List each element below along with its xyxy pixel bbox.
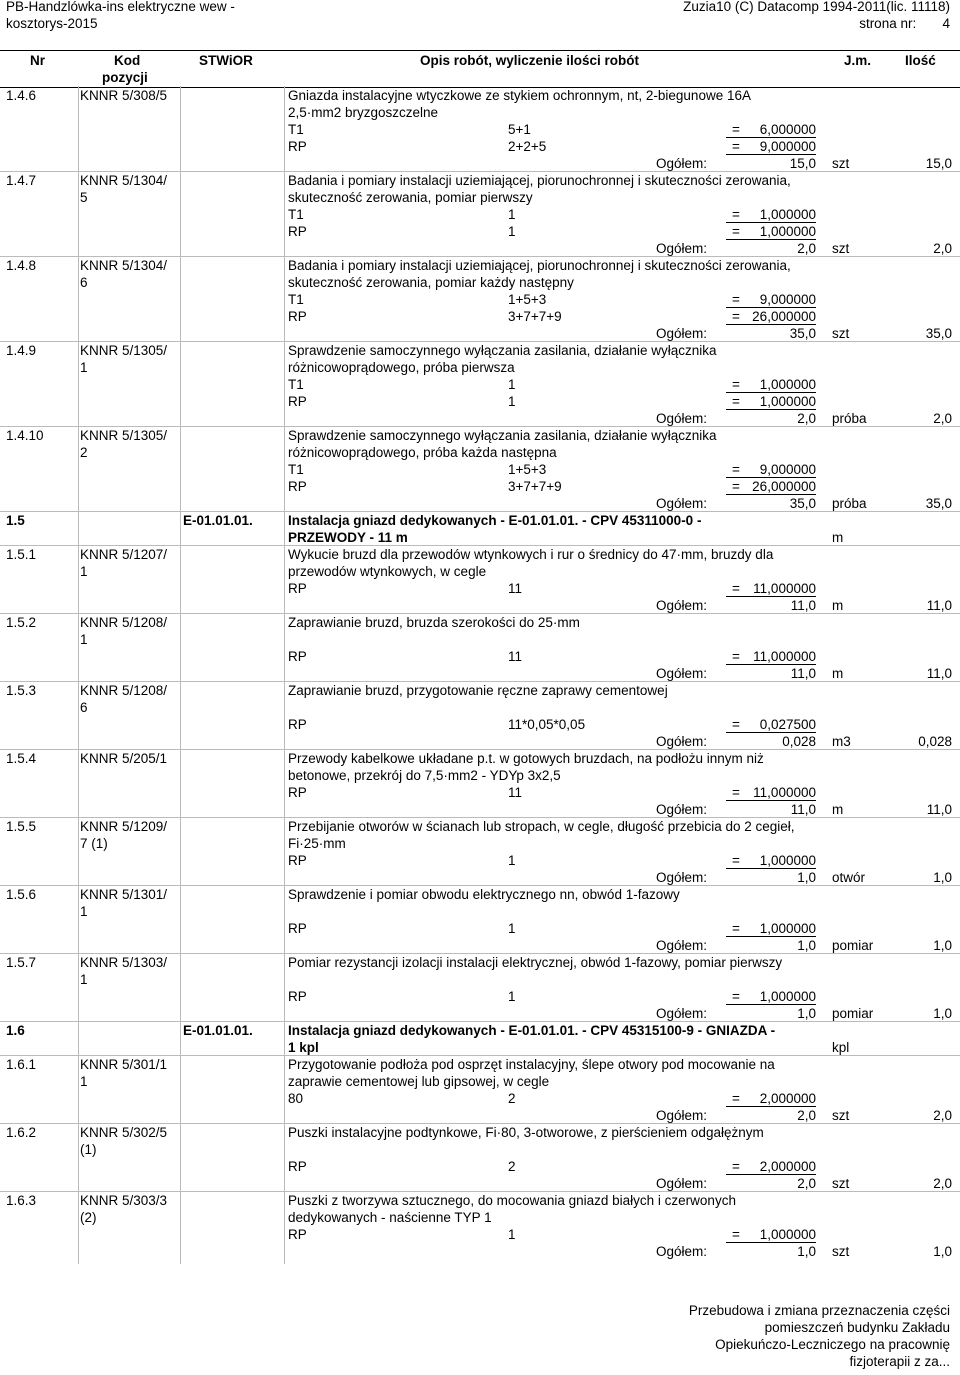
calc-symbol: RP (288, 139, 307, 154)
calc-symbol: RP (288, 717, 307, 732)
row-nr: 1.5 (6, 513, 25, 528)
calc-symbol: RP (288, 1227, 307, 1242)
page-number-label: strona nr: (859, 16, 917, 31)
row-nr: 1.4.9 (6, 343, 37, 358)
calc-equals: = (732, 1091, 740, 1106)
row-kod: 1 (80, 360, 88, 375)
row-description: 2,5·mm2 bryzgoszczelne (288, 105, 439, 120)
calc-expression: 5+1 (508, 122, 531, 137)
calc-expression: 2 (508, 1159, 516, 1174)
total-label: Ogółem: (656, 802, 708, 817)
row-kod: KNNR 5/1208/ (80, 615, 168, 630)
document-subtitle: kosztorys-2015 (6, 16, 98, 31)
total-label: Ogółem: (656, 938, 708, 953)
calc-symbol: RP (288, 394, 307, 409)
calc-symbol: RP (288, 1159, 307, 1174)
calc-symbol: RP (288, 649, 307, 664)
total-quantity: 35,0 (925, 326, 952, 341)
total-value: 35,0 (789, 496, 816, 511)
calc-expression: 11 (508, 785, 523, 800)
document-title: PB-Handzlówka-ins elektryczne wew - (6, 0, 235, 14)
row-description: Instalacja gniazd dedykowanych - E-01.01.01. - CPV 45315100-9 - GNIAZDA - (288, 1023, 776, 1038)
row-kod: 1 (80, 972, 88, 987)
row-separator (0, 1191, 960, 1192)
calc-value: 26,000000 (752, 479, 816, 494)
calc-expression: 1 (508, 1227, 516, 1242)
calc-equals: = (732, 309, 740, 324)
calc-expression: 11 (508, 581, 523, 596)
calc-expression: 3+7+7+9 (508, 479, 562, 494)
calc-value: 11,000000 (753, 785, 816, 800)
total-quantity: 2,0 (933, 1176, 952, 1191)
row-separator (0, 256, 960, 257)
calc-expression: 1 (508, 377, 516, 392)
row-description: Fi·25·mm (288, 836, 346, 851)
calc-equals: = (732, 479, 740, 494)
row-nr: 1.6.1 (6, 1057, 37, 1072)
calc-expression: 1 (508, 989, 516, 1004)
calc-equals: = (732, 462, 740, 477)
row-description: Przygotowanie podłoża pod osprzęt instalacyjny, ślepe otwory pod mocowanie na (288, 1057, 775, 1072)
total-value: 2,0 (797, 1176, 816, 1191)
row-kod: 6 (80, 700, 88, 715)
calc-equals: = (732, 1227, 740, 1242)
total-value: 1,0 (797, 1006, 816, 1021)
total-unit: szt (832, 156, 850, 171)
calc-value: 9,000000 (759, 292, 816, 307)
total-label: Ogółem: (656, 666, 708, 681)
row-description: Pomiar rezystancji izolacji instalacji elektrycznej, obwód 1-fazowy, pomiar pierwszy (288, 955, 783, 970)
row-description: betonowe, przekrój do 7,5·mm2 - YDYp 3x2,5 (288, 768, 561, 783)
row-description: Wykucie bruzd dla przewodów wtynkowych i rur o średnicy do 47·mm, bruzdy dla (288, 547, 774, 562)
calc-symbol: RP (288, 581, 307, 596)
calc-equals: = (732, 292, 740, 307)
row-description: przewodów wtynkowych, w cegle (288, 564, 487, 579)
calc-symbol: RP (288, 989, 307, 1004)
row-kod: KNNR 5/1305/ (80, 343, 168, 358)
total-value: 2,0 (797, 1108, 816, 1123)
row-separator (0, 426, 960, 427)
row-nr: 1.4.8 (6, 258, 37, 273)
total-label: Ogółem: (656, 156, 708, 171)
calc-value: 11,000000 (753, 649, 816, 664)
total-unit: m (832, 802, 844, 817)
col-nr: Nr (30, 53, 46, 68)
calc-value: 6,000000 (759, 122, 816, 137)
row-unit: m (832, 530, 844, 545)
row-description: Instalacja gniazd dedykowanych - E-01.01.01. - CPV 45311000-0 - (288, 513, 702, 528)
row-kod: (1) (80, 1142, 97, 1157)
calc-equals: = (732, 394, 740, 409)
row-nr: 1.6 (6, 1023, 25, 1038)
row-description: Puszki z tworzywa sztucznego, do mocowania gniazd białych i czerwonych (288, 1193, 736, 1208)
total-quantity: 11,0 (926, 802, 952, 817)
row-description: Przewody kabelkowe układane p.t. w gotowych bruzdach, na podłożu innym niż (288, 751, 764, 766)
row-nr: 1.5.2 (6, 615, 37, 630)
footer-line: fizjoterapii z za... (849, 1354, 950, 1369)
row-kod: KNNR 5/1304/ (80, 173, 168, 188)
row-description: Badania i pomiary instalacji uziemiającej, piorunochronnej i skuteczności zerowania, (288, 173, 791, 188)
row-nr: 1.5.4 (6, 751, 37, 766)
total-unit: otwór (832, 870, 866, 885)
row-description: Sprawdzenie samoczynnego wyłączania zasilania, działanie wyłącznika (288, 343, 717, 358)
row-description: skuteczność zerowania, pomiar każdy następny (288, 275, 574, 290)
row-description: zaprawie cementowej lub gipsowej, w cegle (288, 1074, 550, 1089)
total-unit: pomiar (832, 938, 874, 953)
row-description: Zaprawianie bruzd, bruzda szerokości do 25·mm (288, 615, 580, 630)
calc-expression: 1 (508, 207, 516, 222)
calc-expression: 1 (508, 853, 516, 868)
row-nr: 1.5.6 (6, 887, 37, 902)
calc-symbol: T1 (288, 207, 304, 222)
row-kod: 1 (80, 564, 88, 579)
row-separator (0, 681, 960, 682)
calc-equals: = (732, 717, 740, 732)
table-header (0, 50, 960, 88)
calc-value: 2,000000 (759, 1159, 816, 1174)
total-quantity: 0,028 (918, 734, 952, 749)
total-unit: szt (832, 1244, 850, 1259)
row-separator (0, 817, 960, 818)
footer-line: Przebudowa i zmiana przeznaczenia części (688, 1303, 950, 1318)
total-unit: szt (832, 1108, 850, 1123)
total-quantity: 15,0 (925, 156, 952, 171)
row-separator (0, 511, 960, 512)
footer-line: Opiekuńczo-Leczniczego na pracownię (715, 1337, 950, 1352)
calc-equals: = (732, 853, 740, 868)
row-kod: KNNR 5/1301/ (80, 887, 168, 902)
calc-value: 9,000000 (759, 139, 816, 154)
row-separator (0, 749, 960, 750)
calc-value: 2,000000 (759, 1091, 816, 1106)
total-unit: szt (832, 1176, 850, 1191)
calc-equals: = (732, 139, 740, 154)
row-kod: 7 (1) (80, 836, 108, 851)
calc-symbol: RP (288, 921, 307, 936)
calc-symbol: RP (288, 785, 307, 800)
total-quantity: 11,0 (926, 598, 952, 613)
col-opis: Opis robót, wyliczenie ilości robót (420, 53, 640, 68)
total-value: 1,0 (797, 870, 816, 885)
col-jm: J.m. (844, 53, 872, 68)
calc-value: 1,000000 (759, 377, 816, 392)
row-description: Gniazda instalacyjne wtyczkowe ze stykiem ochronnym, nt, 2-biegunowe 16A (288, 88, 751, 103)
total-label: Ogółem: (656, 598, 708, 613)
calc-symbol: 80 (288, 1091, 304, 1106)
total-value: 35,0 (789, 326, 816, 341)
calc-value: 1,000000 (759, 207, 816, 222)
row-separator (0, 885, 960, 886)
row-unit: kpl (832, 1040, 850, 1055)
software-info: Zuzia10 (C) Datacomp 1994-2011(lic. 11118) (683, 0, 950, 14)
calc-equals: = (732, 785, 740, 800)
calc-value: 1,000000 (759, 853, 816, 868)
calc-value: 1,000000 (759, 394, 816, 409)
calc-value: 0,027500 (759, 717, 816, 732)
calc-equals: = (732, 649, 740, 664)
page-footer (689, 1302, 950, 1370)
row-nr: 1.6.2 (6, 1125, 37, 1140)
row-separator (0, 953, 960, 954)
calc-value: 1,000000 (759, 224, 816, 239)
calc-symbol: T1 (288, 462, 304, 477)
row-separator (0, 171, 960, 172)
calc-expression: 2+2+5 (508, 139, 547, 154)
calc-symbol: T1 (288, 377, 304, 392)
total-value: 11,0 (790, 802, 816, 817)
total-label: Ogółem: (656, 496, 708, 511)
total-label: Ogółem: (656, 1108, 708, 1123)
calc-equals: = (732, 207, 740, 222)
row-stwior: E-01.01.01. (183, 1023, 253, 1038)
total-quantity: 1,0 (933, 870, 952, 885)
footer-line: pomieszczeń budynku Zakładu (764, 1320, 950, 1335)
row-kod: KNNR 5/1303/ (80, 955, 168, 970)
row-description: różnicowoprądowego, próba każda następna (288, 445, 557, 460)
row-kod: 5 (80, 190, 88, 205)
calc-equals: = (732, 581, 740, 596)
row-separator (0, 1123, 960, 1124)
row-description: różnicowoprądowego, próba pierwsza (288, 360, 515, 375)
total-label: Ogółem: (656, 1176, 708, 1191)
total-value: 2,0 (797, 241, 816, 256)
total-quantity: 1,0 (933, 1006, 952, 1021)
calc-expression: 3+7+7+9 (508, 309, 562, 324)
total-value: 11,0 (790, 598, 816, 613)
row-description: Sprawdzenie samoczynnego wyłączania zasilania, działanie wyłącznika (288, 428, 717, 443)
calc-expression: 2 (508, 1091, 516, 1106)
total-value: 2,0 (797, 411, 816, 426)
row-separator (0, 1021, 960, 1022)
total-unit: m (832, 666, 844, 681)
row-description: Puszki instalacyjne podtynkowe, Fi·80, 3-otworowe, z pierścieniem odgałężnym (288, 1125, 764, 1140)
total-unit: m (832, 598, 844, 613)
row-description: Sprawdzenie i pomiar obwodu elektrycznego nn, obwód 1-fazowy (288, 887, 680, 902)
row-nr: 1.5.7 (6, 955, 37, 970)
row-description: PRZEWODY - 11 m (288, 530, 408, 545)
calc-symbol: RP (288, 224, 307, 239)
row-kod: KNNR 5/301/1 (80, 1057, 168, 1072)
total-quantity: 1,0 (933, 1244, 952, 1259)
row-description: 1 kpl (288, 1040, 319, 1055)
total-value: 1,0 (797, 938, 816, 953)
col-ilosc: Ilość (905, 53, 936, 68)
calc-value: 1,000000 (759, 989, 816, 1004)
calc-value: 1,000000 (759, 921, 816, 936)
row-kod: KNNR 5/1207/ (80, 547, 168, 562)
row-kod: KNNR 5/302/5 (80, 1125, 168, 1140)
row-stwior: E-01.01.01. (183, 513, 253, 528)
row-nr: 1.5.1 (6, 547, 37, 562)
total-label: Ogółem: (656, 1244, 708, 1259)
row-kod: KNNR 5/205/1 (80, 751, 168, 766)
row-kod: (2) (80, 1210, 97, 1225)
calc-expression: 1 (508, 224, 516, 239)
total-value: 11,0 (790, 666, 816, 681)
total-label: Ogółem: (656, 326, 708, 341)
calc-symbol: T1 (288, 292, 304, 307)
row-nr: 1.4.7 (6, 173, 37, 188)
row-description: Badania i pomiary instalacji uziemiającej, piorunochronnej i skuteczności zerowania, (288, 258, 791, 273)
total-quantity: 35,0 (925, 496, 952, 511)
page-number (859, 15, 950, 32)
total-quantity: 11,0 (926, 666, 952, 681)
row-kod: 1 (80, 1074, 88, 1089)
row-nr: 1.5.3 (6, 683, 37, 698)
calc-equals: = (732, 989, 740, 1004)
total-quantity: 1,0 (933, 938, 952, 953)
page-number-value: 4 (942, 16, 950, 31)
calc-equals: = (732, 224, 740, 239)
total-quantity: 2,0 (933, 1108, 952, 1123)
row-nr: 1.6.3 (6, 1193, 37, 1208)
calc-value: 9,000000 (759, 462, 816, 477)
total-quantity: 2,0 (933, 411, 952, 426)
calc-expression: 11*0,05*0,05 (508, 717, 586, 732)
row-kod: KNNR 5/1305/ (80, 428, 168, 443)
row-description: Zaprawianie bruzd, przygotowanie ręczne zaprawy cementowej (288, 683, 668, 698)
row-description: skuteczność zerowania, pomiar pierwszy (288, 190, 533, 205)
calc-value: 11,000000 (753, 581, 816, 596)
total-unit: szt (832, 241, 850, 256)
total-unit: próba (832, 496, 867, 511)
column-separator (78, 86, 79, 1264)
calc-expression: 1 (508, 394, 516, 409)
total-quantity: 2,0 (933, 241, 952, 256)
calc-symbol: RP (288, 479, 307, 494)
total-value: 0,028 (782, 734, 816, 749)
row-kod: 1 (80, 632, 88, 647)
calc-expression: 1+5+3 (508, 462, 547, 477)
row-nr: 1.4.6 (6, 88, 37, 103)
col-stwior: STWiOR (199, 53, 253, 68)
total-label: Ogółem: (656, 734, 708, 749)
calc-value: 1,000000 (759, 1227, 816, 1242)
row-kod: KNNR 5/303/3 (80, 1193, 168, 1208)
calc-equals: = (732, 921, 740, 936)
page-header (0, 0, 960, 50)
column-separator (284, 86, 285, 1264)
calc-symbol: T1 (288, 122, 304, 137)
total-value: 15,0 (789, 156, 816, 171)
total-unit: pomiar (832, 1006, 874, 1021)
row-description: dedykowanych - naścienne TYP 1 (288, 1210, 492, 1225)
calc-symbol: RP (288, 853, 307, 868)
total-label: Ogółem: (656, 241, 708, 256)
row-separator (0, 613, 960, 614)
calc-value: 26,000000 (752, 309, 816, 324)
row-kod: KNNR 5/1208/ (80, 683, 168, 698)
row-description: Przebijanie otworów w ścianach lub stropach, w cegle, długość przebicia do 2 cegieł, (288, 819, 795, 834)
total-unit: szt (832, 326, 850, 341)
calc-expression: 11 (508, 649, 523, 664)
total-label: Ogółem: (656, 411, 708, 426)
total-unit: próba (832, 411, 867, 426)
row-kod: KNNR 5/308/5 (80, 88, 168, 103)
col-kod: Kod (114, 53, 141, 68)
row-kod: KNNR 5/1304/ (80, 258, 168, 273)
total-label: Ogółem: (656, 870, 708, 885)
row-kod: 1 (80, 904, 88, 919)
calc-symbol: RP (288, 309, 307, 324)
total-label: Ogółem: (656, 1006, 708, 1021)
row-nr: 1.4.10 (6, 428, 44, 443)
col-kod-2: pozycji (102, 70, 148, 85)
row-nr: 1.5.5 (6, 819, 37, 834)
calc-expression: 1 (508, 921, 516, 936)
calc-expression: 1+5+3 (508, 292, 547, 307)
row-kod: 2 (80, 445, 88, 460)
column-separator (180, 86, 181, 1264)
row-separator (0, 341, 960, 342)
row-kod: KNNR 5/1209/ (80, 819, 168, 834)
row-separator (0, 1055, 960, 1056)
calc-equals: = (732, 1159, 740, 1174)
row-kod: 6 (80, 275, 88, 290)
row-separator (0, 545, 960, 546)
calc-equals: = (732, 377, 740, 392)
total-unit: m3 (832, 734, 851, 749)
total-value: 1,0 (797, 1244, 816, 1259)
calc-equals: = (732, 122, 740, 137)
